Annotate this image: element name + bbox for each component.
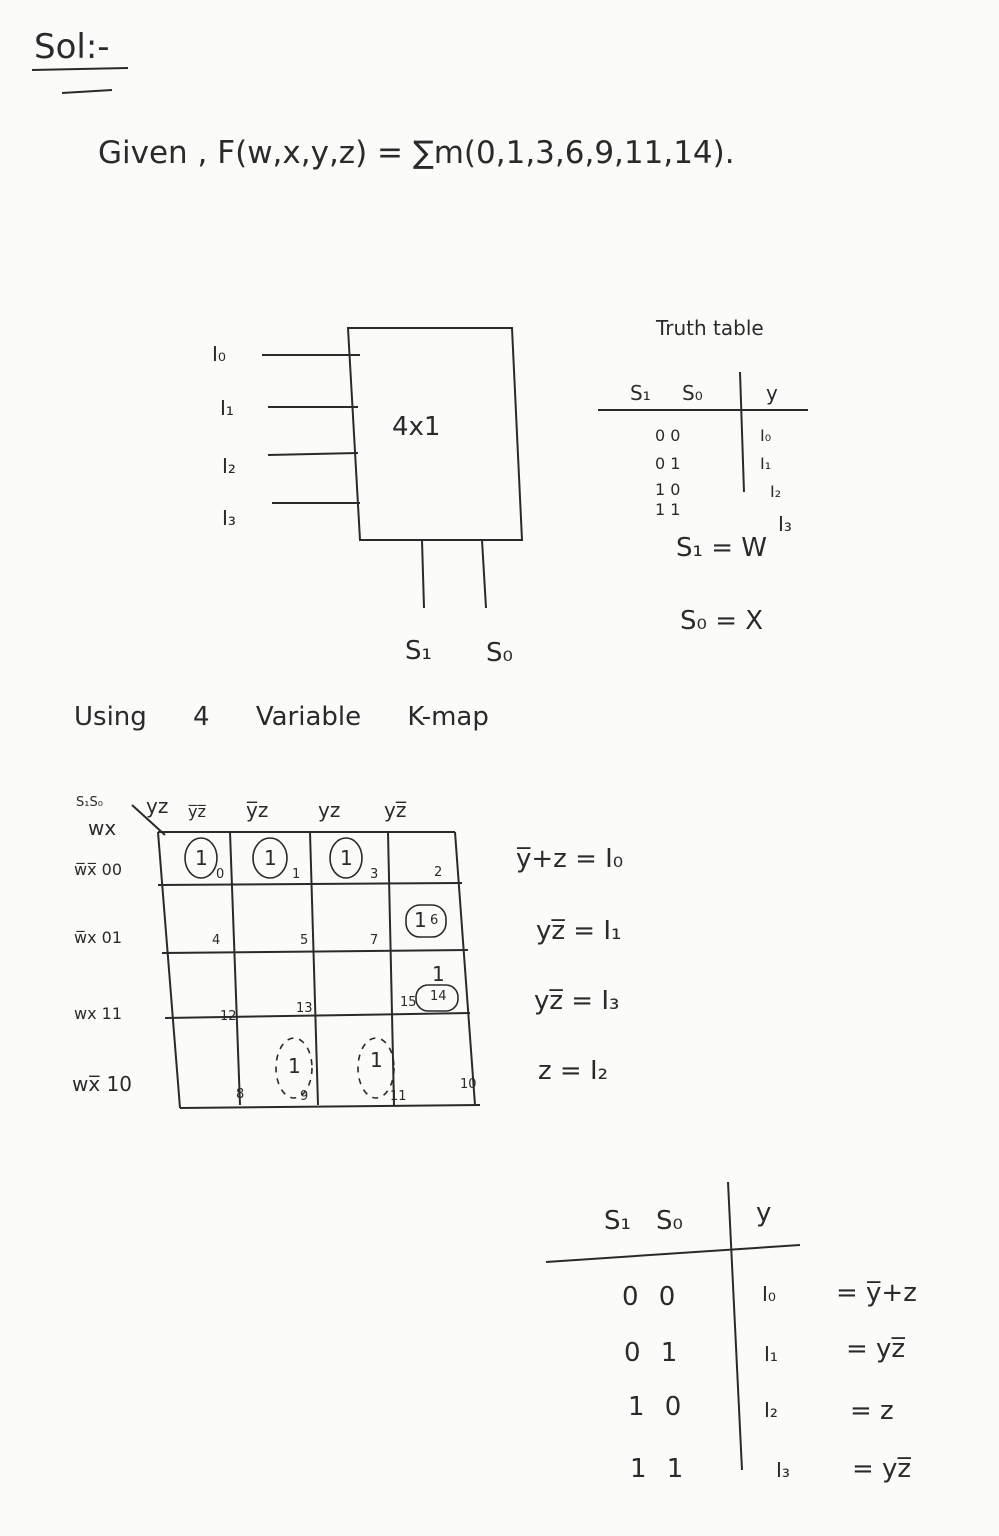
mux-label: 4x1 [392, 412, 441, 442]
result-row-out: I₂ [764, 1398, 778, 1422]
equation-i3: yz̅ = I₃ [534, 986, 620, 1016]
truth-table-sel: 1 0 [655, 480, 681, 499]
kmap-cell-index: 0 [216, 867, 225, 882]
kmap-cell-index: 4 [212, 933, 221, 948]
select-assign-s1: S₁ = W [676, 533, 767, 563]
truth-table-out: I₂ [770, 482, 782, 501]
kmap-cell-index: 3 [370, 867, 379, 882]
kmap-heading: Using 4 Variable K-map [74, 702, 489, 732]
result-row-expr: = yz̅ [846, 1334, 906, 1364]
kmap-cell-index: 5 [300, 933, 309, 948]
truth-table-out: I₀ [760, 426, 772, 445]
truth-table-out: I₃ [778, 512, 792, 536]
truth-table-header-y: y [766, 381, 778, 405]
kmap-cell-value: 1 [414, 908, 427, 932]
kmap-cell-index: 2 [434, 865, 443, 880]
kmap-cell-index: 14 [430, 989, 447, 1004]
solution-heading: Sol:- [34, 27, 110, 67]
kmap-corner-cols: yz [146, 794, 169, 818]
kmap-cell-value: 1 [288, 1054, 301, 1078]
kmap-cell-index: 1 [292, 867, 301, 882]
result-header-s0: S₀ [656, 1206, 683, 1236]
equation-i0: y̅+z = I₀ [516, 844, 624, 874]
result-row-sel: 1 1 [630, 1454, 690, 1484]
truth-table-sel: 0 0 [655, 426, 681, 445]
kmap-cell-index: 7 [370, 933, 379, 948]
result-row-out: I₃ [776, 1458, 790, 1482]
kmap-cell-value: 1 [370, 1048, 383, 1072]
mux-input-i0: I₀ [212, 342, 226, 366]
mux-input-i2: I₂ [222, 454, 236, 478]
kmap-corner-rows: wx [88, 816, 117, 840]
result-row-sel: 0 0 [622, 1282, 682, 1312]
kmap-col-header: y̅z̅ [188, 802, 206, 821]
kmap-cell-index: 11 [390, 1089, 407, 1104]
kmap-row-header: w̅x̅ 00 [74, 860, 122, 879]
kmap-row-header: wx̅ 10 [72, 1072, 132, 1096]
result-row-expr: = yz̅ [852, 1454, 912, 1484]
result-row-expr: = z [850, 1396, 894, 1426]
equation-i1: yz̅ = I₁ [536, 916, 622, 946]
result-header-y: y [756, 1198, 772, 1228]
truth-table-out: I₁ [760, 454, 772, 473]
kmap-cell-index: 9 [300, 1089, 309, 1104]
kmap-row-header: wx 11 [74, 1004, 122, 1023]
kmap-cell-value: 1 [432, 962, 445, 986]
truth-table-sel: 0 1 [655, 454, 681, 473]
kmap-cell-index: 13 [296, 1001, 313, 1016]
mux-input-i1: I₁ [220, 396, 234, 420]
kmap-cell-index: 6 [430, 913, 439, 928]
kmap-cell-index: 8 [236, 1087, 245, 1102]
kmap-corner-select: S₁S₀ [76, 795, 103, 810]
result-row-sel: 1 0 [628, 1392, 688, 1422]
truth-table-header-s1: S₁ [630, 381, 651, 405]
result-row-expr: = y̅+z [836, 1278, 917, 1308]
mux-input-i3: I₃ [222, 506, 236, 530]
given-function: Given , F(w,x,y,z) = ∑m(0,1,3,6,9,11,14). [98, 135, 735, 171]
result-row-sel: 0 1 [624, 1338, 684, 1368]
result-header-s1: S₁ [604, 1206, 631, 1236]
equation-i2: z = I₂ [538, 1056, 609, 1086]
kmap-col-header: yz [318, 798, 341, 822]
kmap-col-header: y̅z [246, 798, 269, 822]
kmap-cell-value: 1 [195, 846, 208, 870]
kmap-cell-value: 1 [264, 846, 277, 870]
kmap-col-header: yz̅ [384, 798, 407, 822]
kmap-cell-value: 1 [340, 846, 353, 870]
truth-table-title: Truth table [656, 316, 764, 340]
mux-select-s1: S₁ [405, 636, 432, 666]
result-row-out: I₁ [764, 1342, 778, 1366]
truth-table-header-s0: S₀ [682, 381, 703, 405]
result-row-out: I₀ [762, 1282, 776, 1306]
kmap-row-header: w̅x 01 [74, 928, 122, 947]
kmap-cell-index: 12 [220, 1009, 237, 1024]
select-assign-s0: S₀ = X [680, 606, 764, 636]
kmap-cell-index: 15 [400, 995, 417, 1010]
truth-table-sel: 1 1 [655, 500, 681, 519]
kmap-cell-index: 10 [460, 1077, 477, 1092]
mux-select-s0: S₀ [486, 638, 513, 668]
